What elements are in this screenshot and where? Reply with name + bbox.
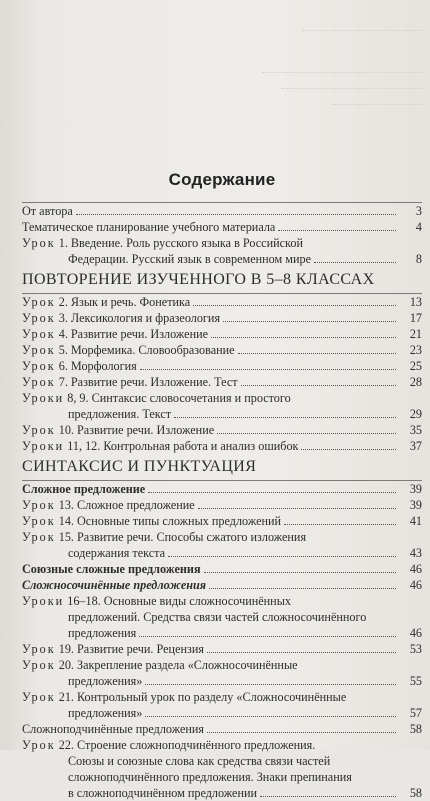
dot-leader — [168, 556, 396, 557]
lesson-label: Урок — [22, 295, 56, 309]
dot-leader — [238, 353, 396, 354]
entry-title: предложений. Средства связи частей сложносочинённого — [68, 610, 367, 624]
lesson-label: Уроки — [22, 594, 65, 608]
page-number: 25 — [409, 359, 422, 373]
page-number: 17 — [409, 311, 422, 325]
toc-entry[interactable] — [22, 481, 422, 497]
entry-title: Федерации. Русский язык в современном мире — [68, 252, 312, 266]
table-of-contents — [22, 170, 422, 801]
entry-title: 20. Закрепление раздела «Сложносочинённые — [58, 658, 298, 672]
dot-leader — [139, 636, 396, 637]
toc-entry[interactable] — [22, 310, 422, 326]
toc-entry-text — [22, 294, 396, 310]
page-number: 46 — [409, 562, 422, 576]
dot-leader — [76, 214, 396, 215]
lesson-label: Урок — [22, 311, 56, 325]
lesson-label: Урок — [22, 327, 56, 341]
toc-entry[interactable] — [22, 219, 422, 235]
toc-entry[interactable] — [22, 497, 422, 513]
entry-title: 2. Язык и речь. Фонетика — [58, 295, 191, 309]
entry-title: 15. Развитие речи. Способы сжатого изложения — [58, 530, 307, 544]
toc-entry-text — [22, 438, 396, 454]
lesson-label: Урок — [22, 236, 56, 250]
section-heading: ПОВТОРЕНИЕ ИЗУЧЕННОГО В 5–8 КЛАССАХ — [22, 271, 375, 288]
toc-entry[interactable] — [22, 737, 422, 801]
page-number: 43 — [409, 546, 422, 560]
page-number: 46 — [409, 578, 422, 592]
toc-entry-text — [22, 390, 396, 422]
lesson-label: Урок — [22, 343, 56, 357]
entry-title: в сложноподчинённом предложении — [68, 786, 258, 800]
lesson-label: Урок — [22, 423, 56, 437]
toc-entry[interactable] — [22, 390, 422, 422]
entry-title: Тематическое планирование учебного материала — [22, 220, 276, 234]
entry-title: 10. Развитие речи. Изложение — [58, 423, 215, 437]
dot-leader — [260, 796, 396, 797]
toc-entry-text — [22, 342, 396, 358]
lesson-label: Урок — [22, 530, 56, 544]
toc-entry-text — [22, 203, 396, 219]
lesson-label: Урок — [22, 498, 56, 512]
lesson-label: Урок — [22, 658, 56, 672]
page-number: 46 — [409, 626, 422, 640]
entry-title: Союзные сложные предложения — [22, 562, 201, 576]
dot-leader — [145, 684, 396, 685]
entry-title: 13. Сложное предложение — [58, 498, 195, 512]
toc-entry-text — [22, 497, 396, 513]
page-number: 3 — [415, 204, 422, 218]
lesson-label: Урок — [22, 642, 56, 656]
page-number: 13 — [409, 295, 422, 309]
toc-entry[interactable] — [22, 203, 422, 219]
page-number: 57 — [409, 706, 422, 720]
entry-title: 3. Лексикология и фразеология — [58, 311, 221, 325]
entry-title: содержания текста — [68, 546, 166, 560]
toc-entry[interactable] — [22, 577, 422, 593]
toc-entry[interactable] — [22, 235, 422, 267]
entry-title: 14. Основные типы сложных предложений — [58, 514, 282, 528]
dot-leader — [148, 492, 396, 493]
toc-group — [22, 481, 422, 801]
bleed-through-line — [302, 30, 422, 36]
page-number: 37 — [409, 439, 422, 453]
dot-leader — [198, 508, 396, 509]
bleed-through-line — [332, 104, 422, 110]
toc-entry-text — [22, 593, 396, 641]
lesson-label: Урок — [22, 359, 56, 373]
dot-leader — [241, 385, 396, 386]
toc-entry[interactable] — [22, 422, 422, 438]
toc-entry-text — [22, 689, 396, 721]
dot-leader — [284, 524, 396, 525]
page-number: 8 — [415, 252, 422, 266]
dot-leader — [174, 417, 396, 418]
entry-title: 4. Развитие речи. Изложение — [58, 327, 209, 341]
toc-entry-text — [22, 326, 396, 342]
toc-entry[interactable] — [22, 342, 422, 358]
toc-entry[interactable] — [22, 374, 422, 390]
page-number: 55 — [409, 674, 422, 688]
page-number: 29 — [409, 407, 422, 421]
page-number: 41 — [409, 514, 422, 528]
dot-leader — [207, 652, 396, 653]
toc-entry[interactable] — [22, 438, 422, 454]
toc-entry-text — [22, 657, 396, 689]
dot-leader — [204, 572, 396, 573]
toc-entry-text — [22, 374, 396, 390]
dot-leader — [140, 369, 396, 370]
bleed-through-line — [282, 88, 422, 94]
toc-entry-text — [22, 513, 396, 529]
dot-leader — [217, 433, 396, 434]
lesson-label: Урок — [22, 514, 56, 528]
entry-title: Сложноподчинённые предложения — [22, 722, 205, 736]
toc-group — [22, 294, 422, 454]
lesson-label: Урок — [22, 690, 56, 704]
toc-entry[interactable] — [22, 721, 422, 737]
entry-title: 19. Развитие речи. Рецензия — [58, 642, 204, 656]
toc-entry-text — [22, 561, 396, 577]
toc-entry-text — [22, 422, 396, 438]
toc-entry[interactable] — [22, 513, 422, 529]
toc-entry-text — [22, 235, 396, 267]
dot-leader — [145, 716, 396, 717]
entry-title: предложения» — [68, 674, 143, 688]
toc-entry-text — [22, 358, 396, 374]
page-number: 23 — [409, 343, 422, 357]
page-number: 35 — [409, 423, 422, 437]
entry-title: Сложное предложение — [22, 482, 146, 496]
entry-title: 6. Морфология — [58, 359, 137, 373]
entry-title: 22. Строение сложноподчинённого предложения. — [58, 738, 316, 752]
page-number: 58 — [409, 786, 422, 800]
toc-entry[interactable] — [22, 294, 422, 310]
page-number: 39 — [409, 482, 422, 496]
bleed-through-line — [262, 72, 422, 78]
toc-entry-text — [22, 577, 396, 593]
entry-title: Сложносочинённые предложения — [22, 578, 207, 592]
toc-entry-text — [22, 641, 396, 657]
lesson-label: Уроки — [22, 391, 65, 405]
entry-title: 1. Введение. Роль русского языка в Российской — [58, 236, 303, 250]
dot-leader — [278, 230, 396, 231]
dot-leader — [301, 449, 396, 450]
entry-title: предложения — [68, 626, 137, 640]
toc-entry[interactable] — [22, 561, 422, 577]
toc-entry-text — [22, 737, 396, 801]
toc-entry[interactable] — [22, 689, 422, 721]
entry-title: сложноподчинённого предложения. Знаки препинания — [68, 770, 352, 784]
page-number: 58 — [409, 722, 422, 736]
page-number: 4 — [415, 220, 422, 234]
page-number: 21 — [409, 327, 422, 341]
lesson-label: Урок — [22, 738, 56, 752]
toc-entry[interactable] — [22, 593, 422, 641]
lesson-label: Урок — [22, 375, 56, 389]
dot-leader — [211, 337, 396, 338]
entry-title: От автора — [22, 204, 73, 218]
entry-title: 11, 12. Контрольная работа и анализ ошибок — [67, 439, 299, 453]
section-heading: СИНТАКСИС И ПУНКТУАЦИЯ — [22, 458, 257, 475]
dot-leader — [209, 588, 396, 589]
entry-title: 8, 9. Синтаксис словосочетания и простого — [67, 391, 291, 405]
toc-title: Содержание — [168, 170, 276, 189]
dot-leader — [223, 321, 396, 322]
entry-title: Союзы и союзные слова как средства связи частей — [68, 754, 331, 768]
dot-leader — [314, 262, 396, 263]
toc-entry[interactable] — [22, 641, 422, 657]
entry-title: предложения» — [68, 706, 143, 720]
page-number: 53 — [409, 642, 422, 656]
lesson-label: Уроки — [22, 439, 65, 453]
entry-title: 16–18. Основные виды сложносочинённых — [67, 594, 291, 608]
dot-leader — [207, 732, 396, 733]
entry-title: 21. Контрольный урок по разделу «Сложносочинённые — [58, 690, 347, 704]
toc-entry-text — [22, 310, 396, 326]
toc-entry-text — [22, 529, 396, 561]
entry-title: 5. Морфемика. Словообразование — [58, 343, 235, 357]
toc-entry[interactable] — [22, 358, 422, 374]
toc-entry[interactable] — [22, 657, 422, 689]
page-number: 28 — [409, 375, 422, 389]
entry-title: предложения. Текст — [68, 407, 172, 421]
entry-title: 7. Развитие речи. Изложение. Тест — [58, 375, 238, 389]
toc-entry-text — [22, 721, 396, 737]
dot-leader — [193, 305, 396, 306]
toc-group — [22, 203, 422, 267]
toc-entry-text — [22, 219, 396, 235]
toc-entry[interactable] — [22, 326, 422, 342]
toc-entry[interactable] — [22, 529, 422, 561]
toc-entry-text — [22, 481, 396, 497]
page-number: 39 — [409, 498, 422, 512]
